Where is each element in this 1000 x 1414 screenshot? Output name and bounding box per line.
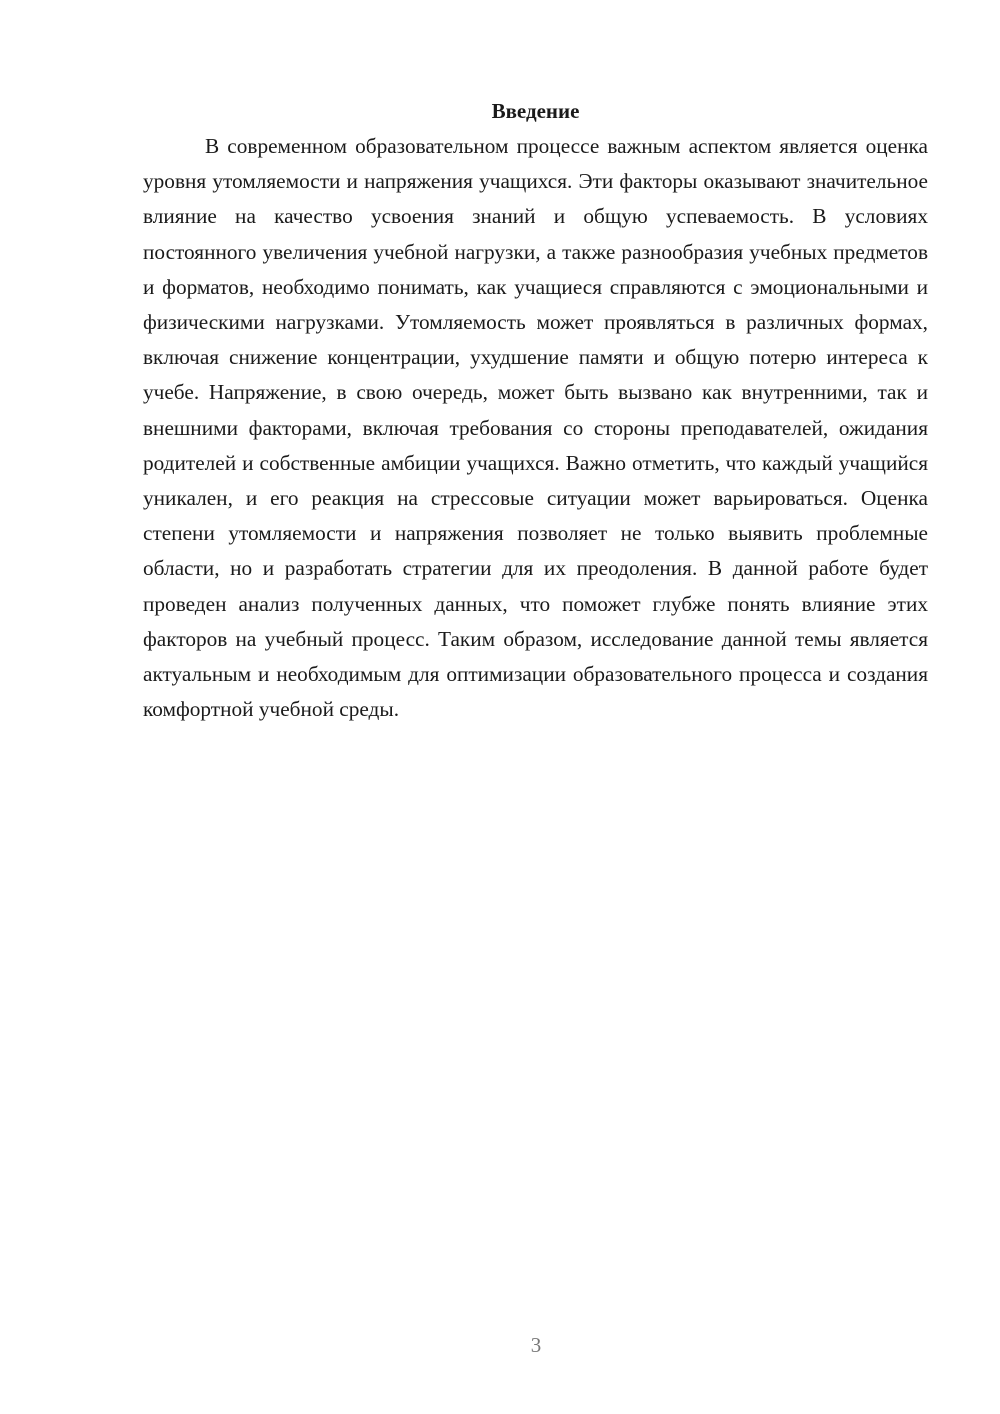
page-content [143,94,928,727]
section-heading: Введение [491,99,580,123]
page-number: 3 [530,1333,542,1357]
body-paragraph: В современном образовательном процессе важным аспектом является оценка уровня утомляемости и напряжения учащихся. Эти факторы оказывают значительное влияние на качество усвоения знаний и общую успеваемость. В условиях постоянного увеличения учебной нагрузки, а также разнообразия учебных предметов и форматов, необходимо понимать, как учащиеся справляются с эмоциональными и физическими нагрузками. Утомляемость может проявляться в различных формах, включая снижение концентрации, ухудшение памяти и общую потерю интереса к учебе. Напряжение, в свою очередь, может быть вызвано как внутренними, так и внешними факторами, включая требования со стороны преподавателей, ожидания родителей и собственные амбиции учащихся. Важно отметить, что каждый учащийся уникален, и его реакция на стрессовые ситуации может варьироваться. Оценка степени утомляемости и напряжения позволяет не только выявить проблемные области, но и разработать стратегии для их преодоления. В данной работе будет проведен анализ полученных данных, что поможет глубже понять влияние этих факторов на учебный процесс. Таким образом, исследование данной темы является актуальным и необходимым для оптимизации образовательного процесса и создания комфортной учебной среды. [143,134,928,722]
